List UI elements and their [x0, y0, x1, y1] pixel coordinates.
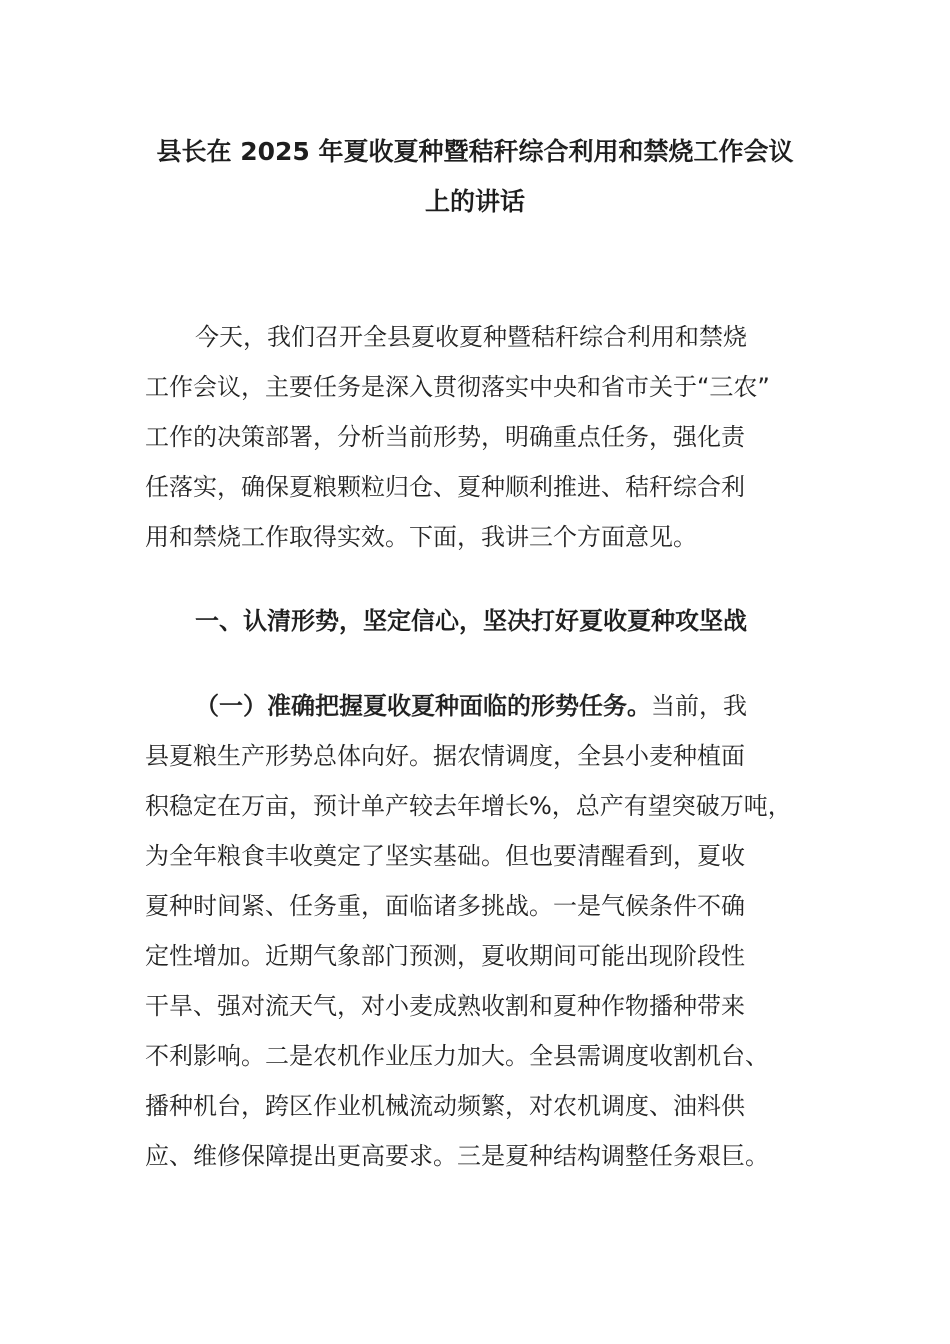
subsection-line: 夏种时间紧、任务重，面临诸多挑战。一是气候条件不确	[145, 892, 745, 920]
intro-line: 工作的决策部署，分析当前形势，明确重点任务，强化责	[145, 423, 745, 451]
subsection-line: 县夏粮生产形势总体向好。据农情调度，全县小麦种植面	[145, 742, 745, 770]
document-title	[140, 127, 810, 227]
subsection-line: 播种机台，跨区作业机械流动频繁，对农机调度、油料供	[145, 1092, 745, 1120]
subsection-line: 为全年粮食丰收奠定了坚实基础。但也要清醒看到，夏收	[145, 842, 745, 870]
section-heading: 一、认清形势，坚定信心，坚决打好夏收夏种攻坚战	[195, 607, 747, 635]
subsection-line: 定性增加。近期气象部门预测，夏收期间可能出现阶段性	[145, 942, 745, 970]
subsection-first-line	[145, 681, 825, 731]
subsection-first-line-rest: 当前，我	[651, 692, 747, 720]
intro-line: 工作会议，主要任务是深入贯彻落实中央和省市关于“三农”	[145, 373, 770, 401]
intro-line: 任落实，确保夏粮颗粒归仓、夏种顺利推进、秸秆综合利	[145, 473, 745, 501]
title-line-1: 县长在 2025 年夏收夏种暨秸秆综合利用和禁烧工作会议	[156, 137, 794, 166]
intro-line: 今天，我们召开全县夏收夏种暨秸秆综合利用和禁烧	[195, 323, 747, 351]
subsection-paragraph	[145, 681, 825, 1181]
section-heading-block	[145, 596, 825, 646]
subsection-heading: （一）准确把握夏收夏种面临的形势任务。	[195, 692, 651, 720]
subsection-line: 干旱、强对流天气，对小麦成熟收割和夏种作物播种带来	[145, 992, 745, 1020]
subsection-line: 积稳定在万亩，预计单产较去年增长%，总产有望突破万吨，	[145, 792, 792, 820]
title-line-2: 上的讲话	[424, 187, 525, 216]
subsection-line: 应、维修保障提出更高要求。三是夏种结构调整任务艰巨。	[145, 1142, 769, 1170]
intro-paragraph	[145, 312, 825, 562]
subsection-line: 不利影响。二是农机作业压力加大。全县需调度收割机台、	[145, 1042, 769, 1070]
intro-line: 用和禁烧工作取得实效。下面，我讲三个方面意见。	[145, 523, 697, 551]
